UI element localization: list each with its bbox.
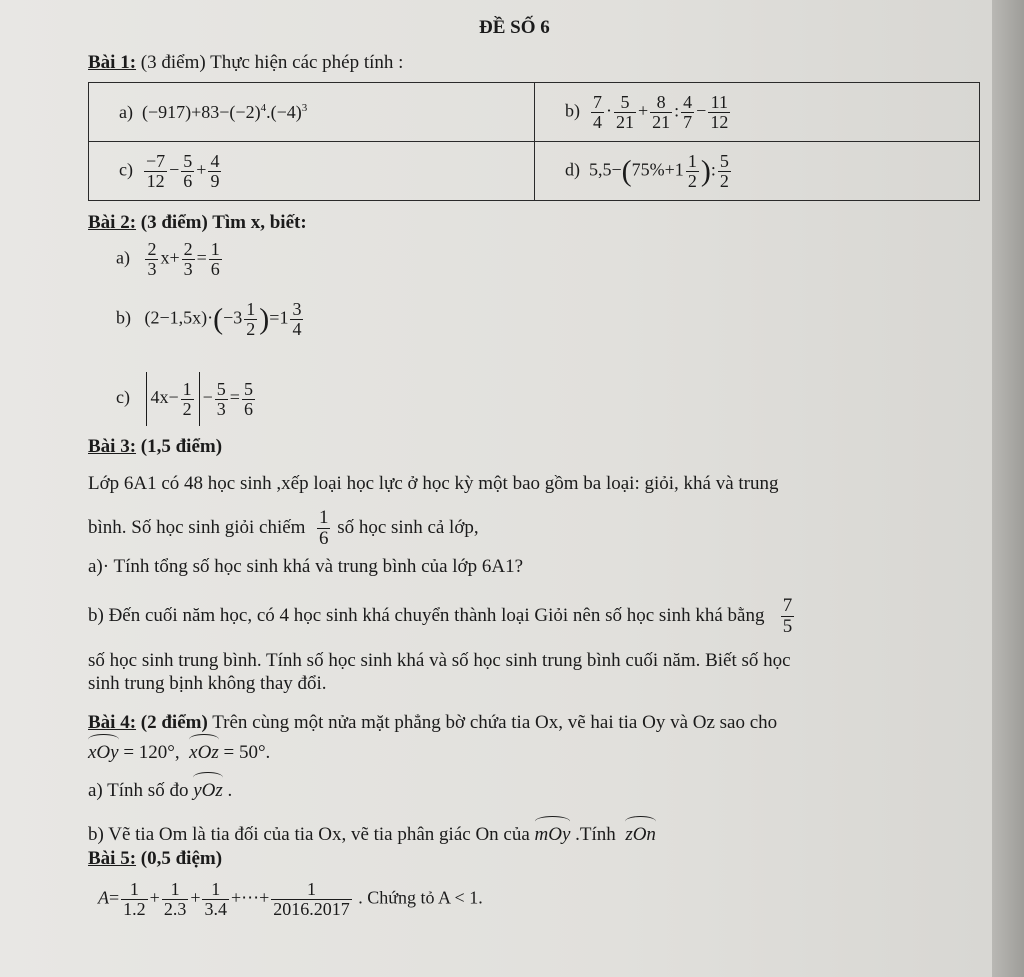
fraction <box>591 93 604 132</box>
exponent: 4 <box>260 101 267 114</box>
bai3-line2 <box>88 508 479 549</box>
numerator: 4 <box>210 150 220 171</box>
fraction <box>781 596 795 637</box>
bai3-question-a: a)· Tính tổng số học sinh khá và trung bình của lớp 6A1? <box>88 556 524 577</box>
denominator: 6 <box>210 258 220 279</box>
operator: · <box>606 100 612 121</box>
numerator: −7 <box>145 150 166 171</box>
expr-text: −3 <box>223 307 243 328</box>
abs-bar-left <box>146 372 147 426</box>
expr-text: (2−1,5x)· <box>144 307 214 328</box>
text: = 120°, <box>118 742 180 763</box>
text: bình. Số học sinh giỏi chiếm <box>88 516 306 538</box>
denominator: 4 <box>292 318 302 339</box>
angle-yoz: yOz <box>193 780 223 801</box>
expr-text: 4x− <box>150 387 179 408</box>
bai1-cell-d: d) 5,5−(75%+1 $\frac{1}{2}$ ): $\frac{5}{2}$ <box>535 142 980 201</box>
denominator: 21 <box>616 111 634 132</box>
bai5-label: Bài 5: <box>88 848 137 869</box>
numerator: 5 <box>183 150 193 171</box>
bai1-heading <box>88 52 403 74</box>
bai1-rest: (3 điểm) Thực hiện các phép tính : <box>136 52 404 73</box>
bai3-question-b-line2: số học sinh trung bình. Tính số học sinh khá và số học sinh trung bình cuối năm. Biết số học <box>88 650 791 671</box>
numerator: 7 <box>782 595 793 616</box>
angle-xoy: xOy <box>88 742 119 763</box>
fraction <box>614 93 636 132</box>
expr-text: .(−4) <box>266 101 302 122</box>
bai3-question-b-line3: sinh trung bịnh không thay đổi. <box>88 673 327 694</box>
numerator: 1 <box>687 150 697 171</box>
item-tag: c) <box>116 387 130 408</box>
numerator: 1 <box>182 378 192 399</box>
fraction <box>202 880 229 919</box>
operator: + <box>638 100 649 121</box>
denominator: 5 <box>782 615 793 637</box>
denominator: 2 <box>246 318 256 339</box>
operator: =1 <box>269 307 289 328</box>
denominator: 2 <box>182 398 192 419</box>
numerator: 3 <box>292 299 302 319</box>
bai3-rest: (1,5 điểm) <box>136 436 223 457</box>
numerator: 1 <box>170 879 180 899</box>
numerator: 1 <box>210 239 220 259</box>
bai3-question-b <box>88 596 796 637</box>
numerator: 1 <box>129 879 139 899</box>
fraction <box>244 300 257 339</box>
bai1-cell-a <box>89 83 535 142</box>
operator: = <box>229 387 240 408</box>
angle-zon: zOn <box>625 824 656 845</box>
operator: + <box>196 159 207 180</box>
bai2-heading <box>88 212 307 234</box>
fraction <box>145 240 158 279</box>
fraction <box>121 880 148 919</box>
exponent: 3 <box>301 101 308 114</box>
fraction <box>242 380 255 419</box>
variable: A <box>98 887 109 908</box>
text: b) Vẽ tia Om là tia đối của tia Ox, vẽ tia phân giác On của <box>88 824 530 845</box>
numerator: 2 <box>147 239 157 259</box>
text: = 50°. <box>218 742 271 763</box>
operator: − <box>202 387 213 408</box>
denominator: 21 <box>652 111 671 132</box>
bai4-rest: (2 điểm) Trên cùng một nửa mặt phẳng bờ chứa tia Ox, vẽ hai tia Oy và Oz sao cho <box>136 712 778 733</box>
text: a) Tính số đo <box>88 780 189 801</box>
text: b) Đến cuối năm học, có 4 học sinh khá chuyển thành loại Giỏi nên số học sinh khá bằng <box>88 604 765 626</box>
numerator: 1 <box>318 507 329 528</box>
denominator: 12 <box>710 111 729 132</box>
operator: + <box>169 247 180 268</box>
item-tag: b) <box>565 100 580 121</box>
numerator: 4 <box>683 91 693 112</box>
bai1-table <box>88 82 980 201</box>
fraction <box>181 380 194 419</box>
denominator: 2016.2017 <box>273 898 350 919</box>
numerator: 8 <box>656 91 666 112</box>
operator: − <box>696 100 707 121</box>
denominator: 12 <box>144 171 167 191</box>
numerator: 5 <box>216 378 226 399</box>
text: số học sinh cả lớp, <box>337 516 479 538</box>
item-tag: d) <box>565 159 580 180</box>
numerator: 1 <box>307 879 317 899</box>
operator: − <box>169 159 180 180</box>
text: .Tính <box>570 824 616 845</box>
denominator: 6 <box>183 170 193 191</box>
denominator: 9 <box>210 170 220 191</box>
numerator: 1 <box>211 879 221 899</box>
bai4-heading <box>88 712 777 734</box>
bai4-label: Bài 4: <box>88 712 137 733</box>
operator: = <box>109 887 120 908</box>
fraction <box>162 880 189 919</box>
expr-text: 5,5− <box>589 159 622 180</box>
fraction <box>181 152 194 191</box>
fraction <box>708 93 730 132</box>
fraction <box>182 240 195 279</box>
denominator: 6 <box>243 398 253 419</box>
denominator: 1.2 <box>123 898 146 919</box>
angle-moy: mOy <box>534 824 571 845</box>
fraction <box>271 880 352 919</box>
fraction <box>208 152 221 191</box>
bai2-item-b: b) (2−1,5x)·(−3 $\frac{1}{2}$ )=1 $\frac{3}{4}$ <box>116 299 302 339</box>
fraction <box>650 93 672 132</box>
bai4-question-b <box>88 822 656 846</box>
denominator: 3 <box>183 258 193 279</box>
fraction <box>215 380 228 419</box>
denominator: 7 <box>683 111 693 132</box>
text: . Chứng tỏ A < 1. <box>353 887 483 908</box>
denominator: 6 <box>318 527 329 549</box>
expr-text: (−917)+83−(−2) <box>141 101 261 122</box>
operator: = <box>196 247 207 268</box>
denominator: 2 <box>687 170 697 191</box>
denominator: 4 <box>593 111 602 132</box>
operator: : <box>710 159 716 180</box>
fraction <box>290 300 303 339</box>
variable: x <box>160 247 170 268</box>
fraction <box>681 93 694 132</box>
fraction <box>144 152 167 191</box>
numerator: 5 <box>620 91 630 112</box>
bai1-label: Bài 1: <box>88 52 137 73</box>
exam-title: ĐỀ SỐ 6 <box>479 17 550 38</box>
bai3-label: Bài 3: <box>88 436 137 457</box>
bai3-line1: Lớp 6A1 có 48 học sinh ,xếp loại học lực ở học kỳ một bao gồm ba loại: giỏi, khá và trung <box>88 473 779 494</box>
denominator: 3.4 <box>204 898 227 919</box>
numerator: 1 <box>246 299 256 319</box>
bai5-heading <box>88 848 222 870</box>
bai2-rest: (3 điểm) Tìm x, biết: <box>136 212 307 233</box>
fraction <box>317 508 331 549</box>
bai1-cell-b <box>535 83 980 142</box>
denominator: 2.3 <box>163 898 187 919</box>
abs-bar-right <box>199 372 200 426</box>
numerator: 7 <box>593 91 602 112</box>
bai2-item-c <box>116 372 257 426</box>
bai5-expression: A= $\frac{1}{1.2}$ + $\frac{1}{2.3}$ + $\frac{1}{3.4}$ +⋯+ $\frac{1}{2016.2017}$ . Chứng tỏ A < 1. <box>98 879 483 919</box>
numerator: 5 <box>243 378 253 399</box>
item-tag: b) <box>116 307 131 328</box>
bai3-heading <box>88 436 222 458</box>
bai5-rest: (0,5 điệm) <box>136 848 223 869</box>
numerator: 11 <box>710 91 728 112</box>
bai4-angles <box>88 740 270 764</box>
denominator: 3 <box>216 398 226 419</box>
numerator: 2 <box>183 239 193 259</box>
operator: : <box>674 100 680 121</box>
numerator: 5 <box>719 150 729 171</box>
denominator: 3 <box>147 258 157 279</box>
text: . <box>222 780 233 801</box>
operator: +⋯+ <box>230 887 270 908</box>
fraction <box>686 152 699 191</box>
bai4-question-a <box>88 778 232 802</box>
item-tag: c) <box>119 159 133 180</box>
fraction <box>209 240 222 279</box>
bai1-cell-c <box>89 142 535 201</box>
expr-text: 75%+1 <box>631 159 684 180</box>
item-tag: a) <box>116 247 130 268</box>
page-edge-shadow <box>992 0 1024 977</box>
fraction <box>718 152 731 191</box>
bai2-label: Bài 2: <box>88 212 137 233</box>
bai2-item-a <box>116 240 224 279</box>
item-tag: a) <box>119 101 133 122</box>
denominator: 2 <box>719 170 729 191</box>
angle-xoz: xOz <box>189 742 219 763</box>
